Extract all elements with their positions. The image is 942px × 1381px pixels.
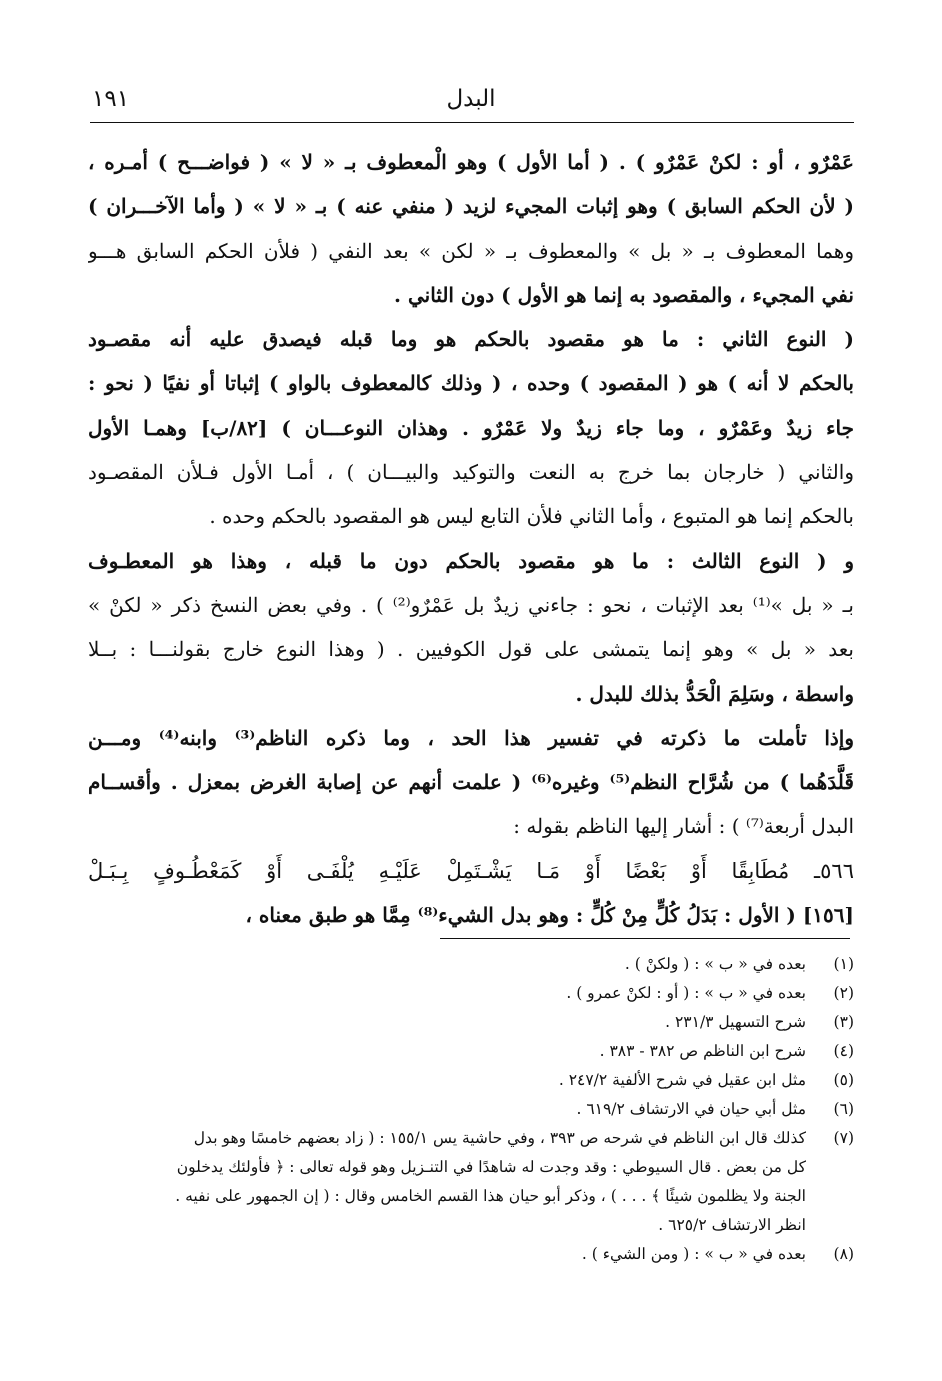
main-text xyxy=(88,140,854,937)
footnote-text-line: انظر الارتشاف ٦٢٥/٢ . xyxy=(658,1216,806,1234)
footnote-text: بعده في « ب » : ( ولكنْ ) . xyxy=(624,955,806,973)
footnote xyxy=(88,1124,854,1240)
text-line: ( النوع الثاني : ما هو مقصود بالحكم هو وما قبله فيصدق عليه أنه مقصـود xyxy=(88,327,854,352)
footnote-number: (١) xyxy=(833,955,854,973)
footnote xyxy=(88,1095,854,1124)
footnote-number: (٢) xyxy=(833,984,854,1002)
footnote xyxy=(88,1066,854,1095)
footnote-text-line: كذلك قال ابن الناظم في شرحه ص ٣٩٣ ، وفي حاشية يس ١٥٥/١ : ( زاد بعضهم خامسًا وهو بدل xyxy=(193,1129,806,1147)
text-line: والثاني ( خارجان بما خرج به النعت والتوكيد والبيـــان ) ، أمـا الأول فـلأن المقصـود xyxy=(88,460,854,485)
text-line: وهما المعطوف بـ « بل » والمعطوف بـ « لكن » بعد النفي ( فلأن الحكم السابق هـــو xyxy=(88,238,854,263)
footnote-text: شرح ابن الناظم ص ٣٨٢ - ٣٨٣ . xyxy=(599,1042,806,1060)
footnote xyxy=(88,950,854,979)
footnote-number: (٧) xyxy=(833,1129,854,1147)
footnote-number: (٤) xyxy=(833,1042,854,1060)
header-rule xyxy=(90,122,854,123)
text-line: واسطة ، وسَلِمَ الْحَدُّ بذلك للبدل . xyxy=(575,681,854,706)
footnote-text-line: الجنة ولا يظلمون شيئًا ﴾ . . . ) ، وذكر أبو حيان هذا القسم الخامس وقال : ( إن الجمهور على نفيه . xyxy=(175,1187,806,1205)
footnote-text: بعده في « ب » : ( أو : لكنْ عمرو ) . xyxy=(566,984,806,1002)
footnote-number: (٥) xyxy=(833,1071,854,1089)
footnote-number: (٦) xyxy=(833,1100,854,1118)
verse-line: ٥٦٦ـ مُطَابِقًا أَوْ بَعْضًا أَوْ مَـا يَشْـتَمِلْ عَلَيْـهِ يُلْفَـى أَوْ كَمَعْطُـوفٍ بِـبَـلْ xyxy=(88,858,854,883)
footnote-text-line: كل من بعض . قال السيوطي : وقد وجدت له شاهدًا في التنـزيل وهو قوله تعالى : ﴿ فأولئك يدخلون xyxy=(176,1158,806,1176)
text-line: البدل أربعة⁽⁷⁾ ) : أشار إليها الناظم بقوله : xyxy=(513,814,854,839)
text-line: قَلَّدَهُما ) من شُرَّاح النظم⁽⁵⁾ وغيره⁽⁶⁾ ( علمت أنهم عن إصابة الغرض بمعزل . وأقســام xyxy=(88,770,854,795)
page-header xyxy=(92,86,850,120)
footnote xyxy=(88,1037,854,1066)
footnote-number: (٣) xyxy=(833,1013,854,1031)
text-line: و ( النوع الثالث : ما هو مقصود بالحكم دون ما قبله ، وهذا هو المعطـوف xyxy=(88,548,854,573)
footnotes xyxy=(88,950,854,1269)
footnote-text: بعده في « ب » : ( ومن الشيء ) . xyxy=(581,1245,806,1263)
running-title: البدل xyxy=(446,86,496,112)
text-line: بالحكم إنما هو المتبوع ، وأما الثاني فلأن التابع ليس هو المقصود بالحكم وحده . xyxy=(209,504,854,529)
text-line: بالحكم لا أنه ) هو ( المقصود ) وحده ، ( وذلك كالمعطوف بالواو ) إثباتا أو نفيًا ( نحو : xyxy=(88,371,854,396)
text-line: [١٥٦] ( الأول : بَدَلُ كُلٍّ مِنْ كُلٍّ : وهو بدل الشيء⁽⁸⁾ مِمَّا هو طبق معناه ، xyxy=(245,903,854,928)
footnote-text: مثل ابن عقيل في شرح الألفية ٢٤٧/٢ . xyxy=(558,1071,806,1089)
text-line: وإذا تأملت ما ذكرته في تفسير هذا الحد ، وما ذكره الناظم⁽³⁾ وابنه⁽⁴⁾ ومـــن xyxy=(88,725,854,750)
footnote-text: مثل أبي حيان في الارتشاف ٦١٩/٢ . xyxy=(576,1100,806,1118)
text-line: بـ « بل »⁽¹⁾ بعد الإثبات ، نحو : جاءني زيدٌ بل عَمْرٌو⁽²⁾ ) . وفي بعض النسخ ذكر « لكنْ » xyxy=(88,592,854,617)
footnote xyxy=(88,979,854,1008)
footnote-text: شرح التسهيل ٢٣١/٣ . xyxy=(665,1013,806,1031)
footnote-number: (٨) xyxy=(833,1245,854,1263)
text-line: بعد « بل » وهو إنما يتمشى على قول الكوفيين . ( وهذا النوع خارج بقولنـــا : بــلا xyxy=(88,637,854,662)
text-line: عَمْرٌو ، أو : لكنْ عَمْرٌو ) . ( أما الأول ) وهو الْمعطوف بـ « لا » ( فواضـــح ) أمـره ، xyxy=(88,150,854,174)
text-line: جاء زيدٌ وعَمْرٌو ، وما جاء زيدٌ ولا عَمْرٌو . وهذان النوعـــان ) [٨٢/ب] وهمـا الأول xyxy=(88,415,854,440)
text-line: ( لأن الحكم السابق ) وهو إثبات المجيء لزيد ( منفي عنه ) بـ « لا » ( وأما الآخـــران ) xyxy=(88,194,854,219)
page-number: ١٩١ xyxy=(92,86,130,112)
footnote xyxy=(88,1240,854,1269)
text-line: نفي المجيء ، والمقصود به إنما هو الأول ) دون الثاني . xyxy=(394,282,854,307)
footnote-rule xyxy=(440,938,850,939)
footnote xyxy=(88,1008,854,1037)
